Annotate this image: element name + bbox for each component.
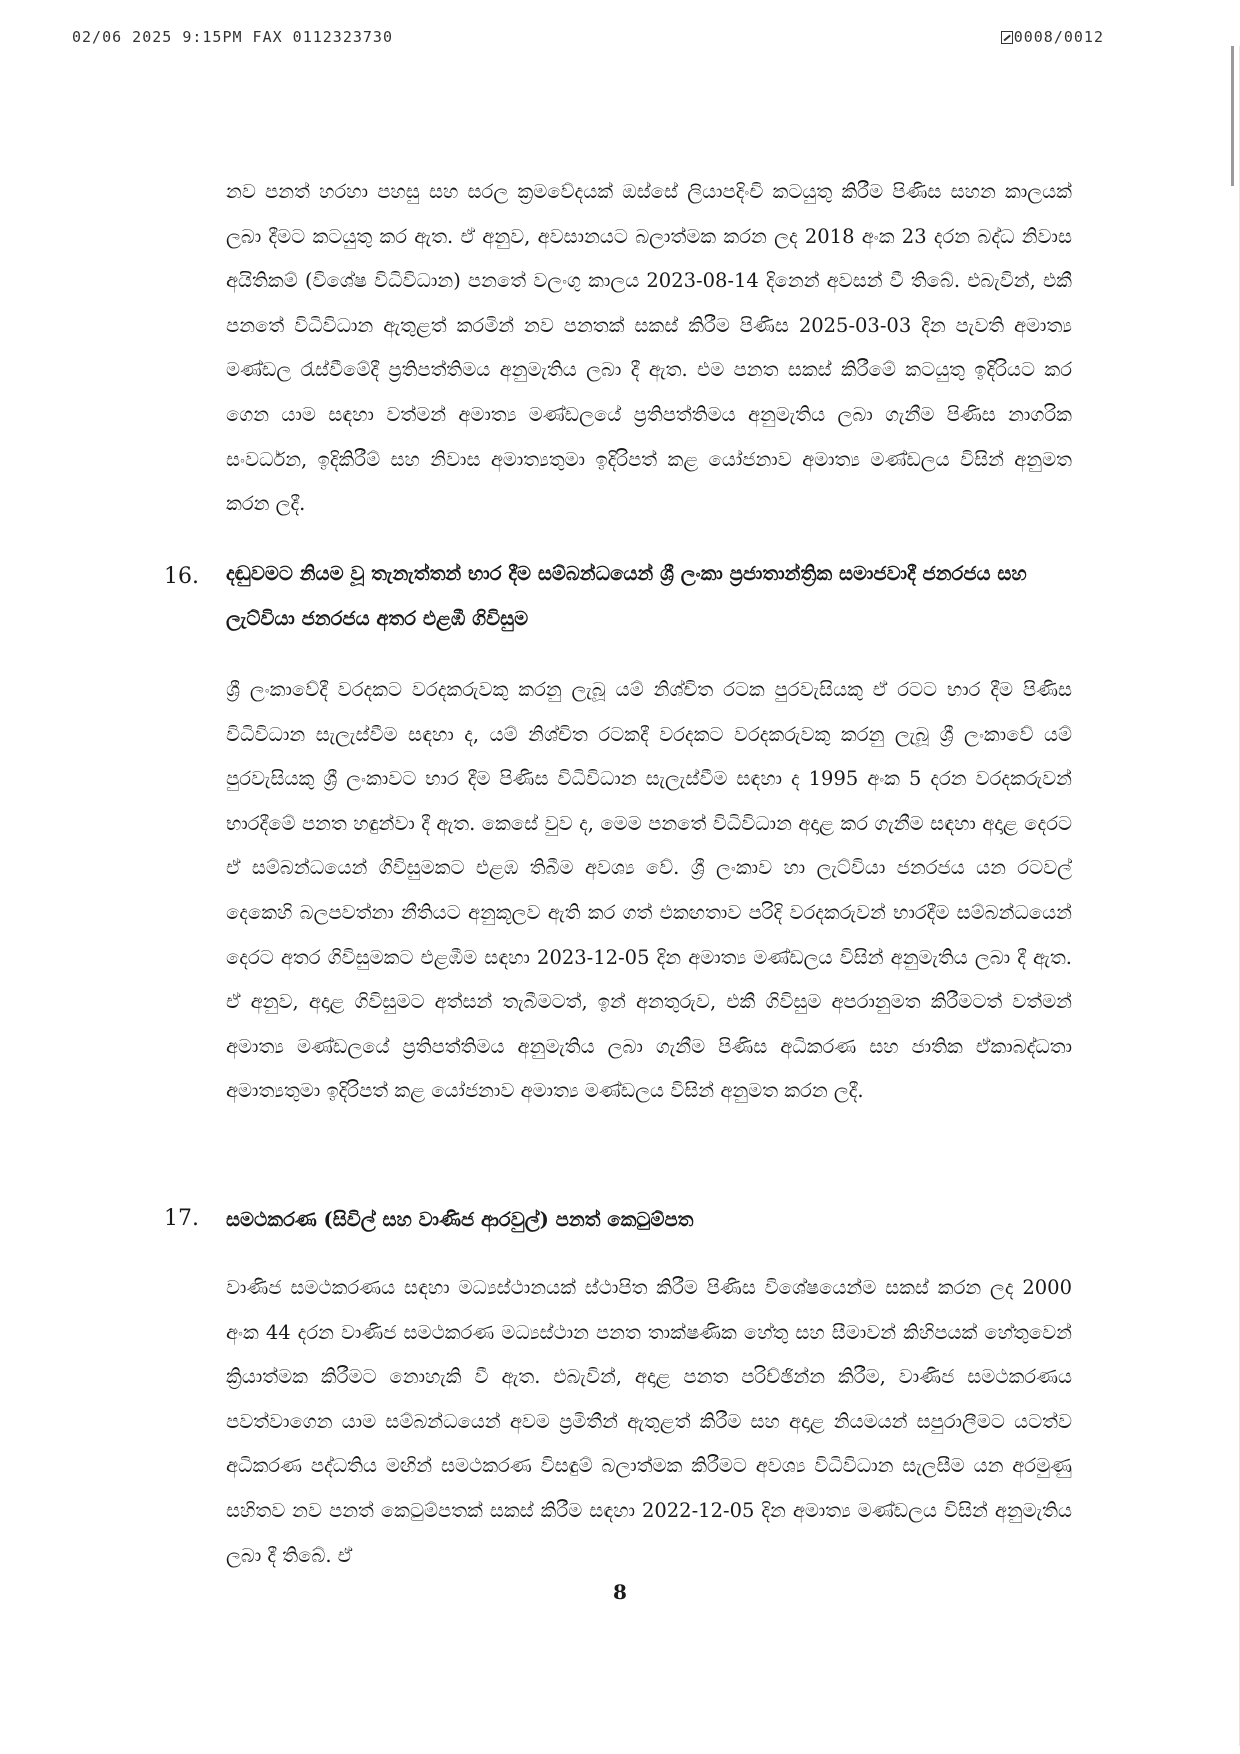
section-16-body: ශ්‍රී ලංකාවේදී වරදකට වරදකරුවකු කරනු ලැබූ යම් නිශ්චිත රටක පුරවැසියකු ඒ රටට භාර දීම පිණිස විධිවිධාන සැලැස්වීම සඳහා ද, යම් නිශ්චිත රටකදී වරදකට වරදකරුවකු කරනු ලැබූ ශ්‍රී ලංකාවේ යම් පුරවැසියකු ශ්‍රී ලංකාවට භාර දීම පිණිස විධිවිධාන සැලැස්වීම සඳහා ද 1995 අංක 5 දරන වරදකරුවන් භාරදීමේ පනත හඳුන්වා දී ඇත. කෙසේ වුව ද, මෙම පනතේ විධිවිධාන අදාළ කර ගැනීම සඳහා අදාළ දෙරට ඒ සම්බන්ධයෙන් ගිවිසුමකට එළඹ තිබීම අවශ්‍ය වේ. ශ්‍රී ලංකාව හා ලැට්වියා ජනරජය යන රටවල් දෙකෙහි බලපවත්නා නීතියට අනුකූලව ඇති කර ගත් එකඟතාව පරිදි වරදකරුවන් භාරදීම සම්බන්ධයෙන් දෙරට අතර ගිවිසුමකට එළඹීම සඳහා 2023-12-05 දින අමාත්‍ය මණ්ඩලය විසින් අනුමැතිය ලබා දී ඇත. ඒ අනුව, අදාළ ගිවිසුමට අත්සන් තැබීමටත්, ඉන් අනතුරුව, එකී ගිවිසුම අපරානුමත කිරීමටත් වත්මන් අමාත්‍ය මණ්ඩලයේ ප්‍රතිපත්තිමය අනුමැතිය ලබා ගැනීම පිණිස අධිකරණ සහ ජාතික ඒකාබද්ධතා අමාත්‍යතුමා ඉදිරිපත් කළ යෝජනාව අමාත්‍ය මණ්ඩලය විසින් අනුමත කරන ලදී. [226,678,1072,1103]
section-17-number: 17. [164,1206,199,1231]
paragraph-continued: නව පනත් හරහා පහසු සහ සරල ක්‍රමවේදයක් ඔස්සේ ලියාපදිංචි කටයුතු කිරීම පිණිස සහන කාලයක් ලබා දීමට කටයුතු කර ඇත. ඒ අනුව, අවසානයට බලාත්මක කරන ලද 2018 අංක 23 දරන බද්ධ නිවාස අයිතිකම් (විශේෂ විධිවිධාන) පනතේ වලංගු කාලය 2023-08-14 දිනෙන් අවසන් වී තිබේ. එබැවින්, එකී පනතේ විධිවිධාන ඇතුළත් කරමින් නව පනතක් සකස් කිරීම පිණිස 2025-03-03 දින පැවති අමාත්‍ය මණ්ඩල රැස්වීමේදී ප්‍රතිපත්තිමය අනුමැතිය ලබා දී ඇත. එම පනත සකස් කිරීමේ කටයුතු ඉදිරියට කර ගෙන යාම සඳහා වත්මන් අමාත්‍ය මණ්ඩලයේ ප්‍රතිපත්තිමය අනුමැතිය ලබා ගැනීම පිණිස නාගරික සංවර්ධන, ඉදිකිරීම් සහ නිවාස අමාත්‍යතුමා ඉදිරිපත් කළ යෝජනාව අමාත්‍ය මණ්ඩලය විසින් අනුමත කරන ලදී. [226,180,1072,516]
page-number: 8 [613,1580,627,1604]
fax-page-count: 0008/0012 [1013,28,1104,46]
section-16-title: දඬුවමට නියම වූ තැනැත්තන් භාර දීම සම්බන්ධයෙන් ශ්‍රී ලංකා ප්‍රජාතාන්ත්‍රික සමාජවාදී ජනරජය සහ ලැට්වියා ජනරජය අතර එළඹී ගිවිසුම [226,562,1027,630]
scan-edge-mark [1231,46,1234,186]
fax-header-left: 02/06 2025 9:15PM FAX 0112323730 [72,28,393,46]
fax-header-right [1001,28,1104,46]
checkbox-icon [1001,31,1013,44]
section-16-number: 16. [164,564,199,589]
section-17-title: සමථකරණ (සිවිල් සහ වාණිජ ආරවුල්) පනත් කෙටුම්පත [226,1208,694,1231]
section-17-body: වාණිජ සමථකරණය සඳහා මධ්‍යස්ථානයක් ස්ථාපිත කිරීම පිණිස විශේෂයෙන්ම සකස් කරන ලද 2000 අංක 44 දරන වාණිජ සමථකරණ මධ්‍යස්ථාන පනත තාක්ෂණික හේතු සහ සීමාවන් කිහිපයක් හේතුවෙන් ක්‍රියාත්මක කිරීමට නොහැකි වී ඇත. එබැවින්, අදාළ පනත පරිච්ඡින්න කිරීම, වාණිජ සමථකරණය පවත්වාගෙන යාම සම්බන්ධයෙන් අවම ප්‍රමිතීන් ඇතුළත් කිරීම සහ අදාළ නියමයන් සපුරාලීමට යටත්ව අධිකරණ පද්ධතිය මඟින් සමථකරණ විසඳුම් බලාත්මක කිරීමට අවශ්‍ය විධිවිධාන සැලසීම යන අරමුණු සහිතව නව පනත් කෙටුම්පතක් සකස් කිරීම සඳහා 2022-12-05 දින අමාත්‍ය මණ්ඩලය විසින් අනුමැතිය ලබා දී තිබේ. ඒ [226,1276,1072,1567]
